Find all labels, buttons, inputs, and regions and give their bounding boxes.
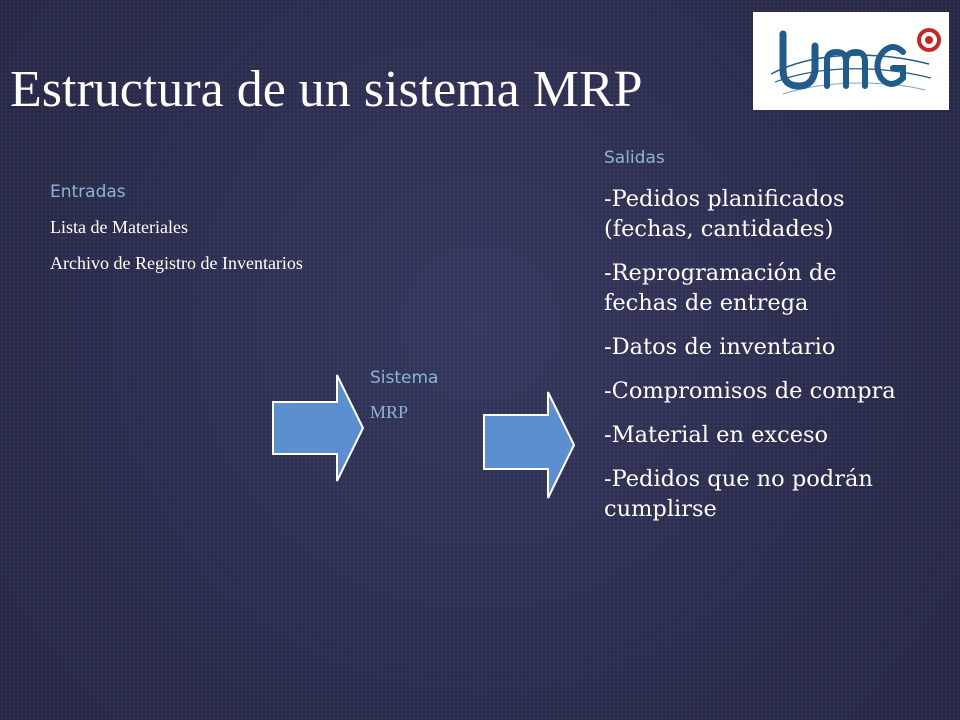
arrow-right-icon: [270, 372, 366, 484]
umg-logo: [753, 12, 949, 110]
arrow-right-icon: [481, 389, 577, 501]
system-name: MRP: [370, 402, 409, 422]
output-item: -Material en exceso: [604, 422, 829, 448]
output-item: -Pedidos que no podrán cumplirse: [604, 466, 873, 522]
input-item: Lista de Materiales: [50, 217, 188, 237]
outputs-block: [604, 148, 904, 538]
output-item: -Compromisos de compra: [604, 378, 896, 404]
outputs-heading: Salidas: [604, 148, 665, 168]
input-item: Archivo de Registro de Inventarios: [50, 253, 303, 273]
slide-title: Estructura de un sistema MRP: [10, 61, 643, 118]
system-heading: Sistema: [370, 368, 439, 388]
output-item: -Datos de inventario: [604, 334, 836, 360]
output-item: -Pedidos planificados (fechas, cantidades): [604, 186, 845, 242]
inputs-heading: Entradas: [50, 182, 126, 202]
inputs-block: [50, 182, 310, 288]
system-block: [370, 368, 438, 423]
output-item: -Reprogramación de fechas de entrega: [604, 260, 837, 316]
